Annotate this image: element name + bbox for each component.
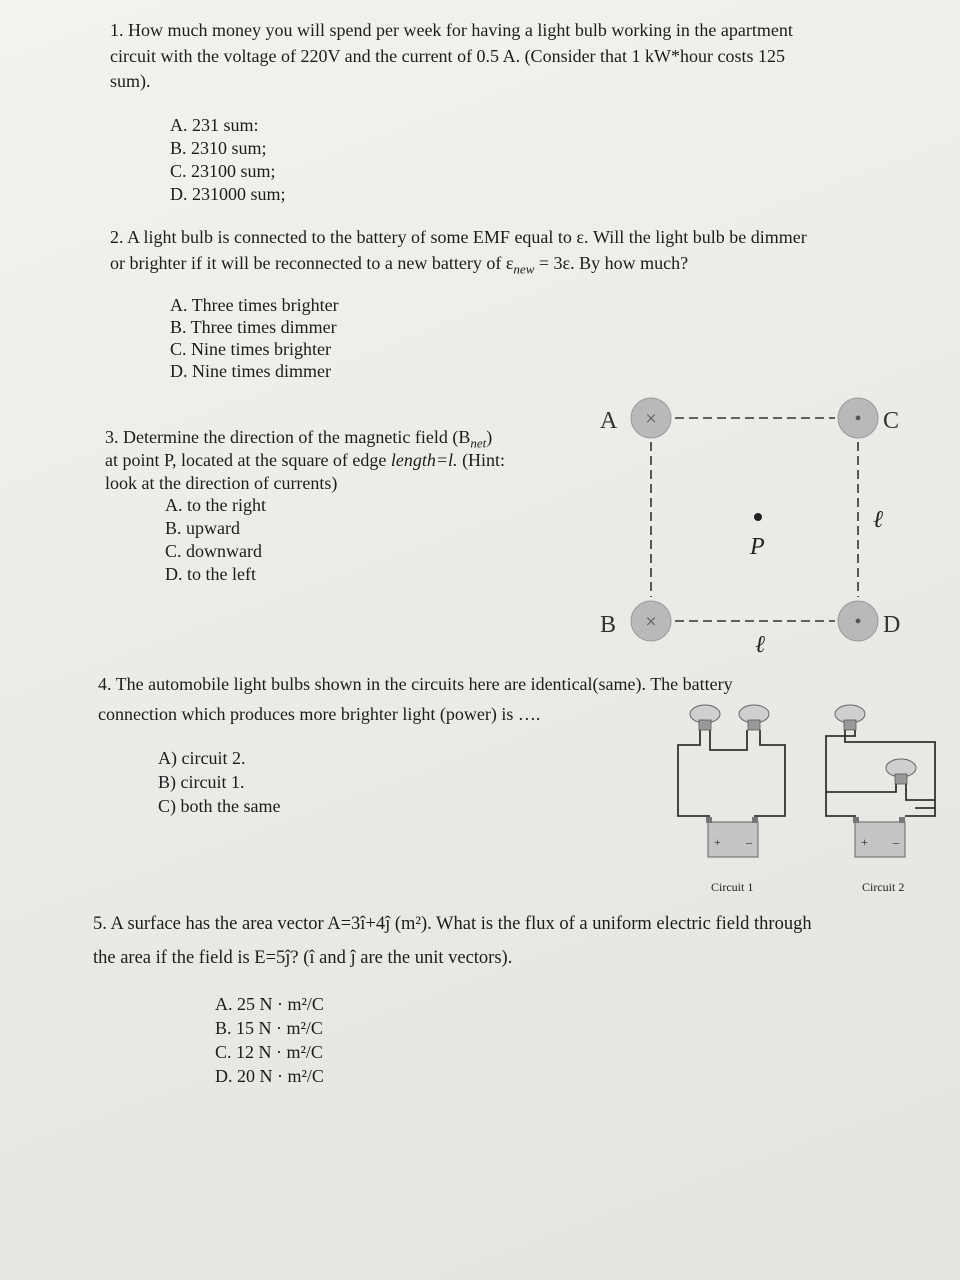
edge-length-label-bottom: ℓ — [755, 632, 765, 658]
q1-option-c: C. 23100 sum; — [170, 161, 276, 181]
q1-line2: circuit with the voltage of 220V and the current of 0.5 A. (Consider that 1 kW*hour costs 125 — [110, 46, 786, 66]
q3-line2-italic: length=l. — [390, 450, 458, 470]
q3-line1-end: ) — [486, 427, 493, 447]
point-p-dot — [754, 513, 762, 521]
circuit-1-battery — [706, 817, 758, 857]
q3-option-b: B. upward — [165, 518, 240, 538]
circuit-1-label: Circuit 1 — [711, 880, 754, 894]
q3-option-d: D. to the left — [165, 564, 256, 584]
q2-line2-start: or brighter if it will be reconnected to a new battery of ε — [110, 253, 514, 273]
circuit-2-label: Circuit 2 — [862, 880, 905, 894]
circuit-2-battery-minus: – — [893, 835, 899, 849]
q4-option-a: A) circuit 2. — [158, 748, 246, 768]
q5-option-d: D. 20 N · m²/C — [215, 1066, 324, 1086]
q1-option-d: D. 231000 sum; — [170, 184, 286, 204]
q3-line3: look at the direction of currents) — [105, 473, 338, 493]
q5-option-a: A. 25 N · m²/C — [215, 994, 324, 1014]
q2-subscript-new: new — [513, 261, 535, 277]
q1-option-a: A. 231 sum: — [170, 115, 259, 135]
point-p-label: P — [750, 534, 765, 560]
circuit-1-diagram — [678, 705, 785, 857]
q3-option-c: C. downward — [165, 541, 262, 561]
out-of-page-symbol-d: • — [854, 611, 862, 633]
bulb-circuits-figure — [650, 700, 950, 890]
q4-line2: connection which produces more brighter light (power) is …. — [98, 704, 541, 724]
q4-option-c: C) both the same — [158, 796, 281, 816]
q1-option-b: B. 2310 sum; — [170, 138, 267, 158]
q3-subscript-net: net — [470, 435, 487, 451]
q5-line1: 5. A surface has the area vector A=3î+4ĵ (m²). What is the flux of a uniform electric field through — [93, 914, 812, 934]
q3-line1-start: 3. Determine the direction of the magnetic field (B — [105, 427, 471, 447]
q2-line2 — [110, 251, 688, 282]
circuit-1-battery-minus: – — [746, 835, 752, 849]
q3-line2-start: at point P, located at the square of edge — [105, 450, 391, 470]
q1-line3: sum). — [110, 71, 151, 91]
q4-line1: 4. The automobile light bulbs shown in the circuits here are identical(same). The battery — [98, 674, 733, 694]
into-page-symbol-b: × — [645, 611, 657, 633]
q2-line1: 2. A light bulb is connected to the battery of some EMF equal to ε. Will the light bulb be dimmer — [110, 227, 807, 247]
corner-label-b: B — [600, 612, 617, 638]
magnetic-field-square-diagram — [590, 390, 950, 660]
circuit-2-battery — [853, 817, 905, 857]
corner-label-a: A — [600, 408, 618, 434]
into-page-symbol-a: × — [645, 408, 657, 430]
circuit-2-battery-plus: + — [861, 835, 868, 849]
corner-label-d: D — [883, 612, 901, 638]
wire-d-out-of-page — [838, 601, 878, 641]
circuit-2-bulb-1 — [835, 705, 865, 730]
circuit-1-bulb-2 — [739, 705, 769, 730]
q3-line2-end: (Hint: — [457, 450, 506, 470]
wire-b-into-page — [631, 601, 671, 641]
q1-line1: 1. How much money you will spend per week for having a light bulb working in the apartment — [110, 20, 793, 40]
q2-option-c: C. Nine times brighter — [170, 339, 331, 359]
circuit-2-diagram — [826, 705, 935, 857]
circuit-2-bulb-2 — [886, 759, 916, 784]
q3-option-a: A. to the right — [165, 495, 266, 515]
q5-option-c: C. 12 N · m²/C — [215, 1042, 323, 1062]
q2-line2-end: = 3ε. By how much? — [534, 253, 689, 273]
q4-option-b: B) circuit 1. — [158, 772, 245, 792]
q3-line2 — [105, 448, 505, 473]
wire-c-out-of-page — [838, 398, 878, 438]
edge-length-label-right: ℓ — [873, 507, 883, 533]
q5-line2: the area if the field is E=5ĵ? (î and ĵ are the unit vectors). — [93, 948, 513, 968]
q5-option-b: B. 15 N · m²/C — [215, 1018, 323, 1038]
out-of-page-symbol-c: • — [854, 408, 862, 430]
corner-label-c: C — [883, 408, 900, 434]
circuit-1-battery-plus: + — [714, 835, 721, 849]
q2-option-d: D. Nine times dimmer — [170, 361, 331, 381]
q2-option-b: B. Three times dimmer — [170, 317, 337, 337]
q2-option-a: A. Three times brighter — [170, 295, 339, 315]
circuit-1-bulb-1 — [690, 705, 720, 730]
wire-a-into-page — [631, 398, 671, 438]
